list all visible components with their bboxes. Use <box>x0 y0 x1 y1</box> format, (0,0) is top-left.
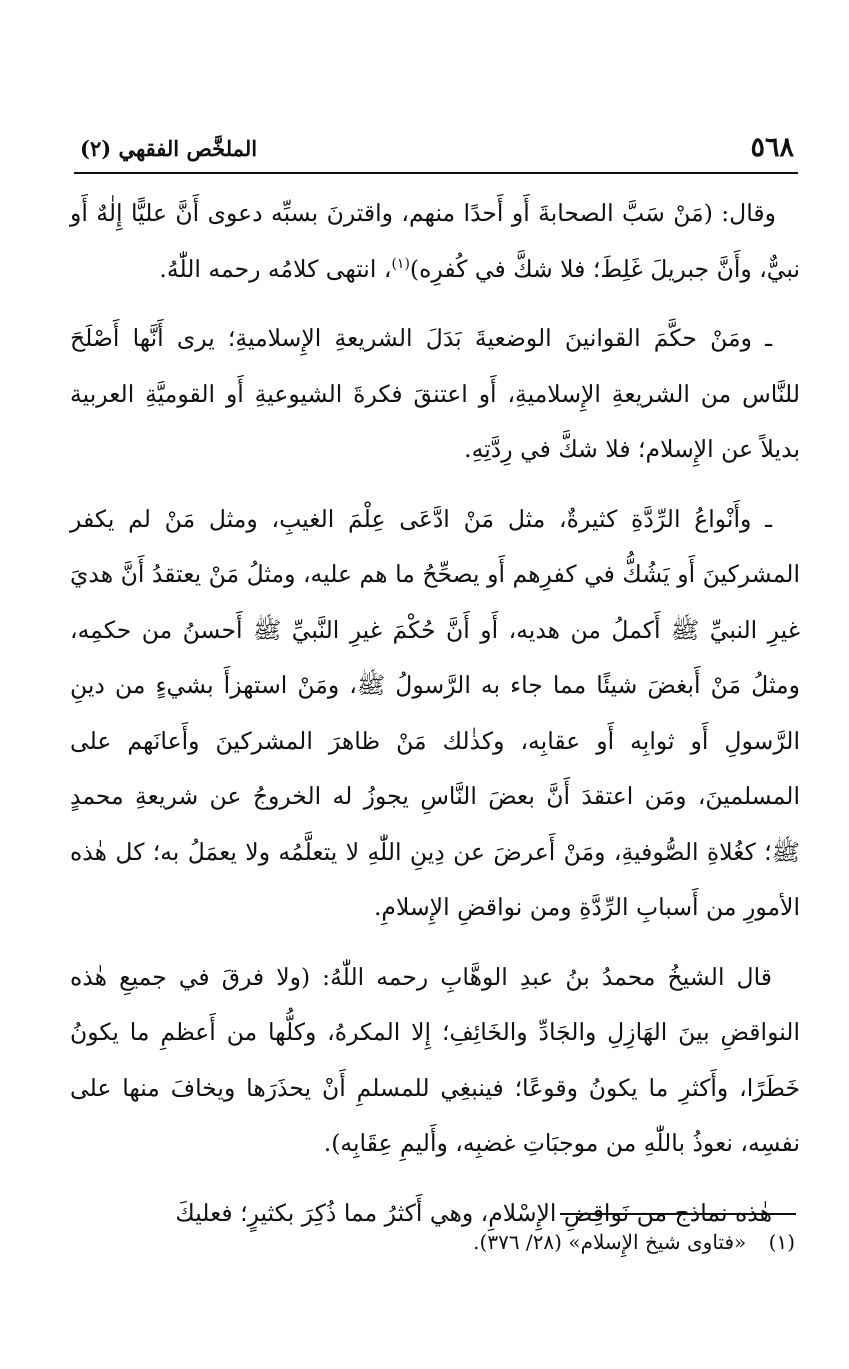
paragraph-quote-ibn-taymiyya <box>70 186 800 297</box>
footnote-reference: (١) <box>391 255 410 272</box>
footnote-separator <box>560 1213 796 1215</box>
footnote-number: (١) <box>768 1230 795 1254</box>
paragraph-text: ، انتهى كلامُه رحمه اللّٰهُ. <box>159 254 392 283</box>
paragraph-types-of-apostasy: ـ وأَنْواعُ الرِّدَّةِ كثيرةٌ، مثل مَنْ ادَّعَى عِلْمَ الغيبِ، ومثل مَنْ لم يكفر المشركينَ أَو يَشُكُّ في كفرِهم أَو يصحِّحُ ما هم عليه، ومثلُ مَنْ يعتقدُ أَنَّ هديَ غيرِ النبيِّ ﷺ أَكملُ من هديه، أَو أَنَّ حُكْمَ غيرِ النَّبيِّ ﷺ أَحسنُ من حكمِه، ومثلُ مَنْ أَبغضَ شيئًا مما جاء به الرَّسولُ ﷺ، ومَنْ استهزأَ بشيءٍ من دينِ الرَّسولِ أَو ثوابِه أَو عقابِه، وكذٰلك مَنْ ظاهرَ المشركينَ وأَعانَهم على المسلمينَ، ومَن اعتقدَ أَنَّ بعضَ النَّاسِ يجوزُ له الخروجُ عن شريعةِ محمدٍ ﷺ؛ كغُلاةِ الصُّوفيةِ، ومَنْ أَعرضَ عن دِينِ اللّٰهِ لا يتعلَّمُه ولا يعمَلُ به؛ كل هٰذه الأمورِ من أَسبابِ الرِّدَّةِ ومن نواقضِ الإِسلامِ. <box>70 504 800 921</box>
paragraph-closing: هٰذه نماذج من نَواقِضِ الإِسْلامِ، وهي أَكثرُ مما ذُكِرَ بكثيرٍ؛ فعليكَ <box>175 1198 772 1227</box>
page-header <box>74 128 798 174</box>
running-title: الملخَّص الفقهي (٢) <box>80 136 258 161</box>
body-text <box>70 186 800 1255</box>
footnote-text: «فتاوى شيخ الإِسلام» (٢٨/ ٣٧٦). <box>473 1230 747 1254</box>
paragraph-secular-law: ـ ومَنْ حكَّمَ القوانينَ الوضعيةَ بَدَلَ الشريعةِ الإِسلاميةِ؛ يرى أَنَّها أَصْلَحَ للنَّاس من الشريعةِ الإِسلاميةِ، أَو اعتنقَ فكرةَ الشيوعيةِ أَو القوميَّةِ العربية بديلاً عن الإِسلام؛ فلا شكَّ في رِدَّتِهِ. <box>70 324 800 463</box>
page-number: ٥٦٨ <box>750 132 794 163</box>
paragraph-quote-abd-al-wahhab: قال الشيخُ محمدُ بنُ عبدِ الوهَّابِ رحمه اللّٰهُ: (ولا فرقَ في جميعِ هٰذه النواقضِ بينَ الهَازِلِ والجَادِّ والخَائِفِ؛ إِلا المكرهُ، وكلُّها من أَعظمِ ما يكونُ خَطَرًا، وأَكثرِ ما يكونُ وقوعًا؛ فينبغِي للمسلمِ أَنْ يحذَرَها ويخافَ منها على نفسِه، نعوذُ باللّٰهِ من موجبَاتِ غضبِه، وأَليمِ عِقَابِه). <box>70 962 800 1157</box>
footnote <box>75 1222 795 1262</box>
paragraph-text: وقال: (مَنْ سَبَّ الصحابةَ أَو أَحدًا منهم، واقترنَ بسبِّه دعوى أَنَّ عليًّا إِلٰهٌ أَو نبيٌّ، وأَنَّ جبريلَ غَلِطَ؛ فلا شكَّ في كُفرِه) <box>70 199 800 283</box>
